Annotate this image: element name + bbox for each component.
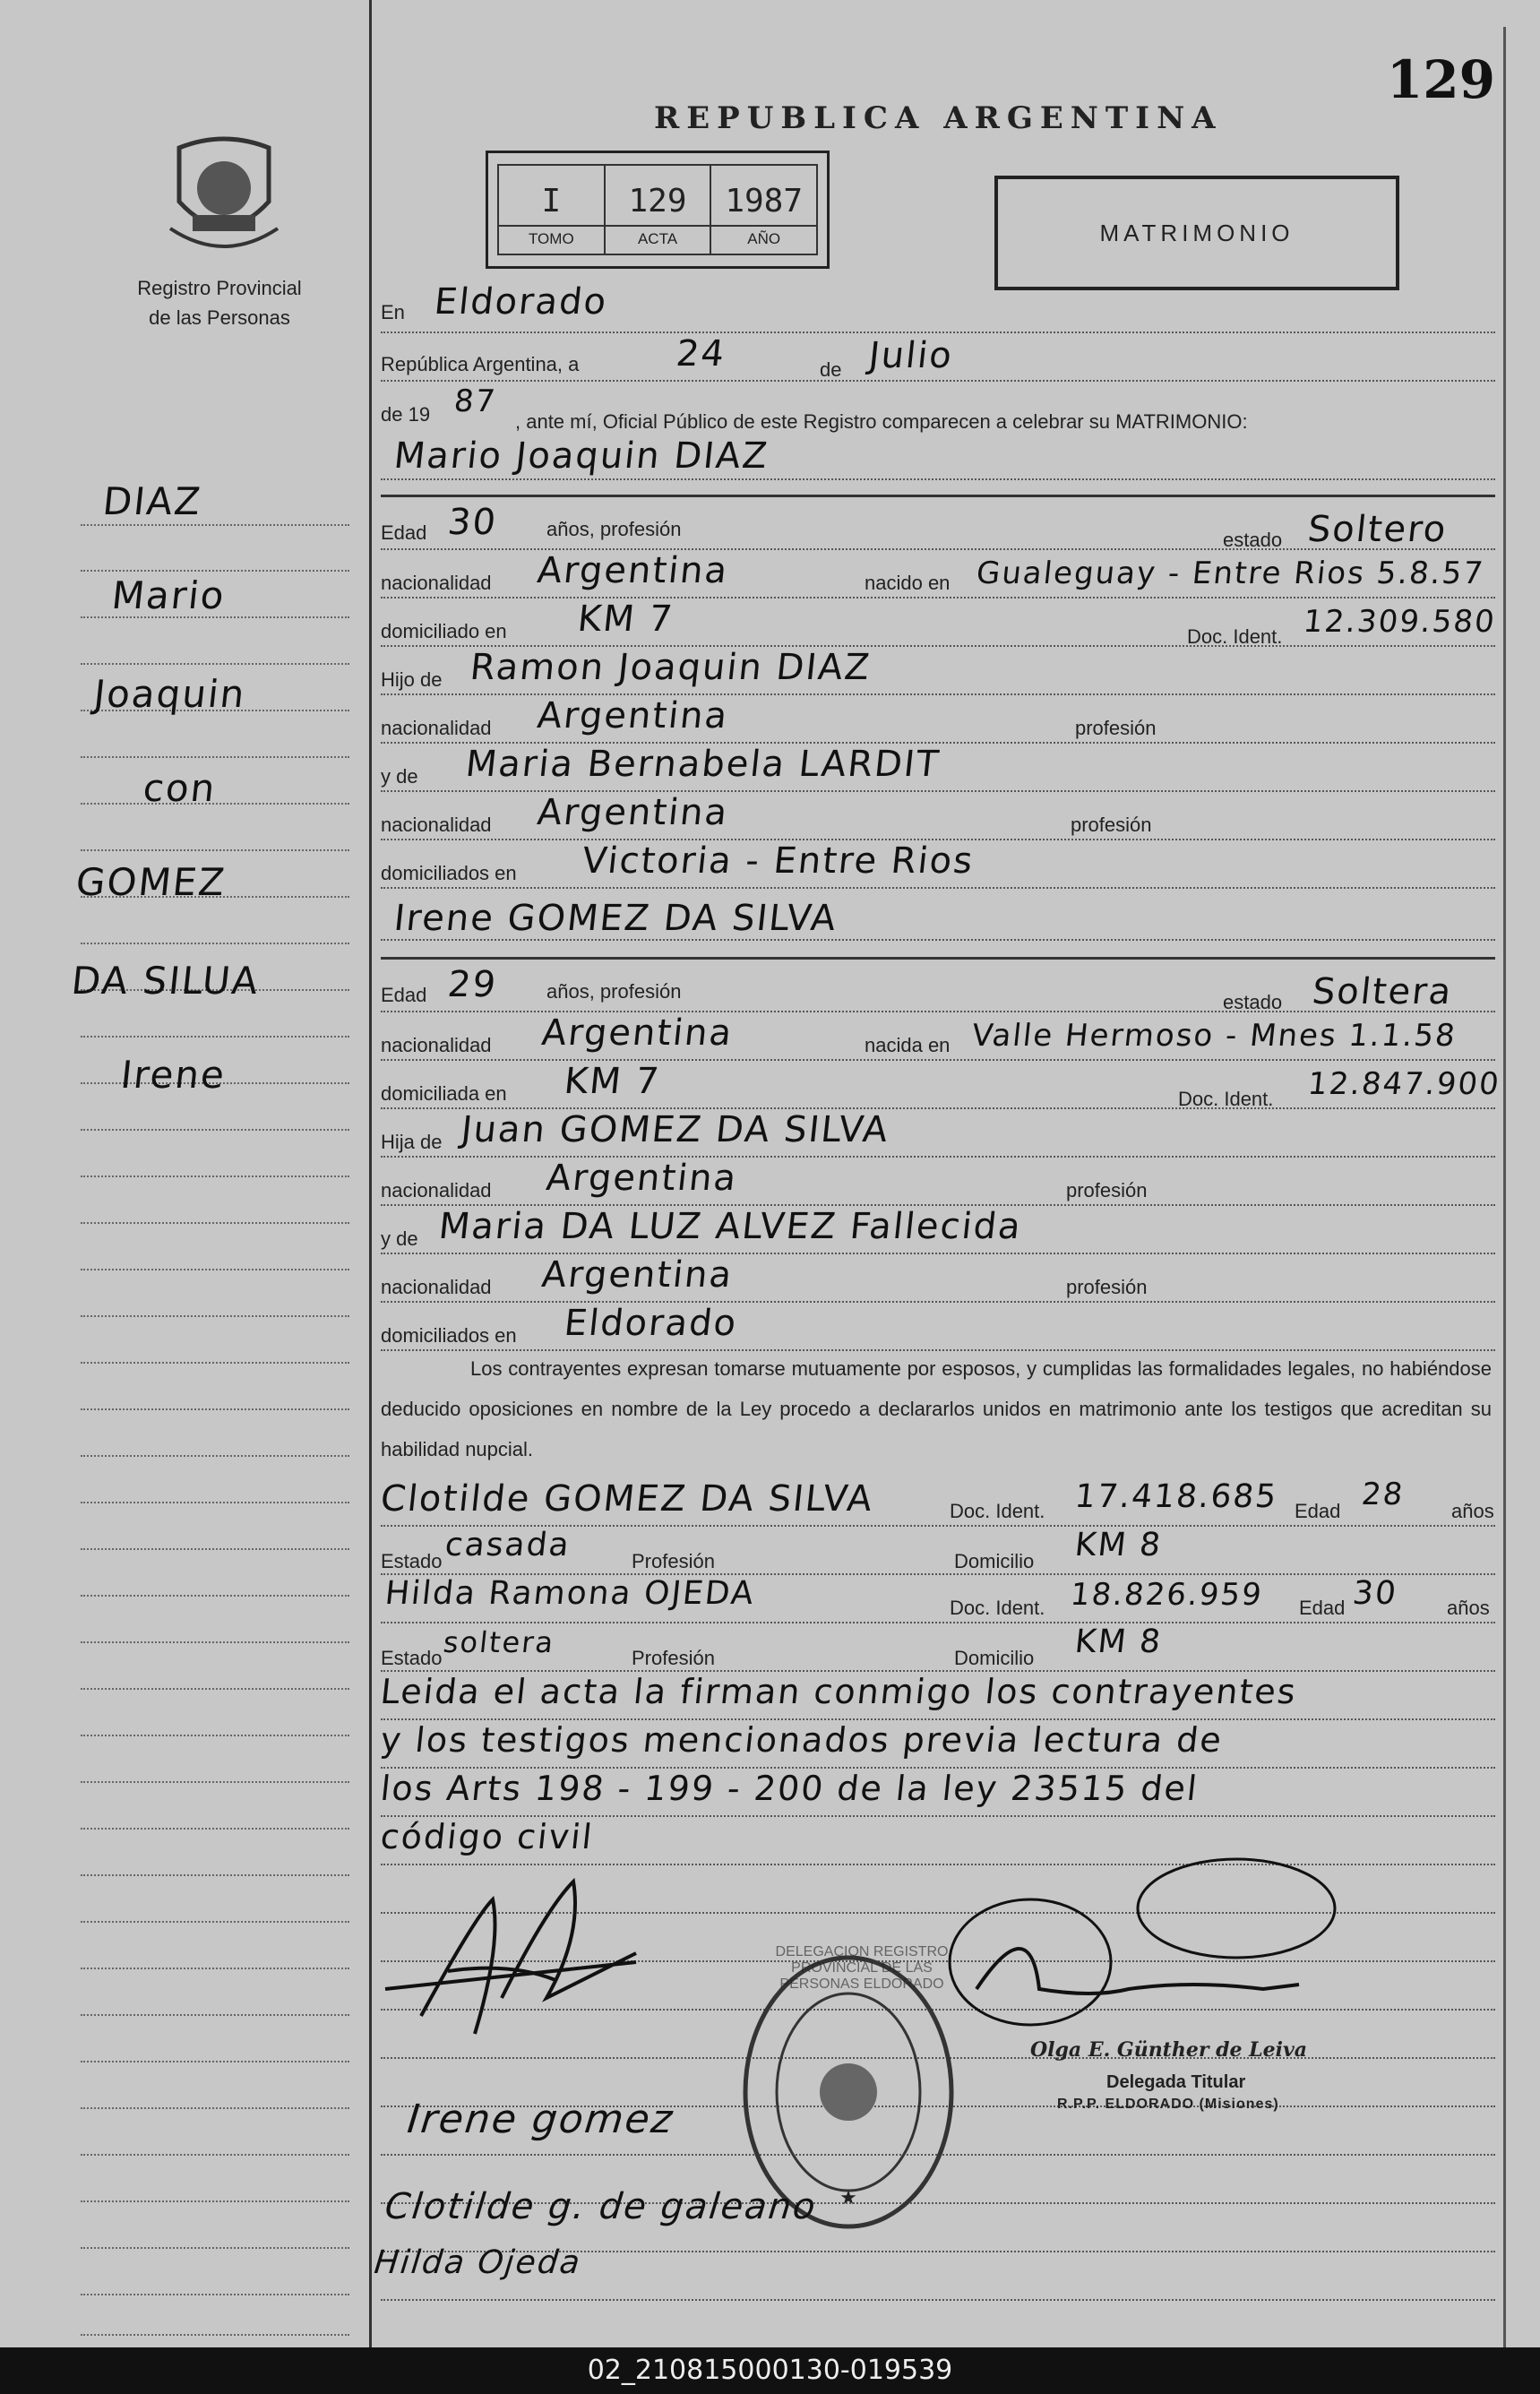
bride-estado: Soltera bbox=[1310, 971, 1455, 1012]
doc-label: Doc. Ident. bbox=[950, 1500, 1045, 1522]
witness-1-row bbox=[378, 1477, 1495, 1527]
bride-mother-nationality-row bbox=[381, 1254, 1495, 1303]
y-de-label: y de bbox=[381, 765, 418, 788]
estado-label: Estado bbox=[381, 1647, 443, 1669]
bride-signature: Irene gomez bbox=[405, 2097, 676, 2142]
bride-parents-domicile-row bbox=[381, 1303, 1495, 1351]
edad-label: Edad bbox=[381, 984, 427, 1006]
anos-profesion-label: años, profesión bbox=[546, 980, 682, 1003]
nacionalidad-label: nacionalidad bbox=[381, 1034, 492, 1056]
bride-doc: 12.847.900 bbox=[1305, 1066, 1502, 1102]
anos-label: años bbox=[1451, 1500, 1494, 1522]
witness-2-detail-row bbox=[381, 1623, 1495, 1672]
groom-father: Ramon Joaquin DIAZ bbox=[468, 647, 873, 688]
hijo-label: Hijo de bbox=[381, 668, 443, 691]
closing-line bbox=[378, 1672, 1495, 1720]
closing-line bbox=[378, 1769, 1495, 1817]
bride-parents-domicile: Eldorado bbox=[562, 1303, 740, 1344]
doc-label: Doc. Ident. bbox=[1178, 1088, 1274, 1110]
divider bbox=[381, 495, 1495, 497]
witness-1-age: 28 bbox=[1359, 1477, 1407, 1512]
groom-signature bbox=[367, 1864, 663, 2052]
estado-label: Estado bbox=[381, 1550, 443, 1572]
estado-label: estado bbox=[1223, 529, 1283, 551]
ano-label: AÑO bbox=[711, 225, 816, 248]
groom-name-row bbox=[381, 434, 1495, 480]
witness-2-row bbox=[381, 1575, 1495, 1623]
ano-value: 1987 bbox=[725, 183, 804, 220]
closing-line bbox=[378, 1720, 1495, 1769]
tomo-cell bbox=[499, 166, 606, 254]
witness-2-domicile: KM 8 bbox=[1072, 1623, 1165, 1660]
intro-place-row bbox=[381, 281, 1495, 333]
official-signature bbox=[923, 1855, 1353, 2034]
bride-nationality-row bbox=[381, 1012, 1495, 1061]
witness-2-estado: soltera bbox=[442, 1625, 557, 1659]
groom-father-nationality-row bbox=[381, 695, 1495, 744]
nacionalidad-label: nacionalidad bbox=[381, 1276, 492, 1298]
witness-1-name: Clotilde GOMEZ DA SILVA bbox=[378, 1478, 876, 1520]
nacionalidad-label: nacionalidad bbox=[381, 814, 492, 836]
witness-2-signature: Hilda Ojeda bbox=[372, 2244, 583, 2281]
bride-father-nationality: Argentina bbox=[544, 1158, 740, 1199]
registry-label bbox=[99, 273, 340, 332]
profesion-label: profesión bbox=[1075, 717, 1157, 739]
witness-1-estado: casada bbox=[443, 1527, 572, 1563]
nacido-label: nacido en bbox=[865, 572, 951, 594]
profesion-label: Profesión bbox=[632, 1550, 715, 1572]
closing-text: Leida el acta la firman conmigo los contrayentes bbox=[378, 1672, 1299, 1711]
groom-nationality: Argentina bbox=[535, 550, 731, 591]
margin-note: DIAZ bbox=[100, 479, 204, 523]
tomo-label: TOMO bbox=[499, 225, 604, 248]
divider bbox=[381, 957, 1495, 960]
y-de-label: y de bbox=[381, 1227, 418, 1250]
page-number: 129 bbox=[1386, 49, 1495, 110]
witness-1-doc: 17.418.685 bbox=[1072, 1478, 1280, 1515]
republica-label: República Argentina, a bbox=[381, 353, 580, 375]
official-office-stamp: R.P.P. ELDORADO (Misiones) bbox=[1057, 2097, 1279, 2112]
intro-year-row bbox=[381, 383, 1495, 433]
margin-note: GOMEZ bbox=[73, 860, 228, 904]
intro-date-row bbox=[381, 333, 1495, 382]
bride-father-row bbox=[381, 1109, 1495, 1158]
nacionalidad-label: nacionalidad bbox=[381, 717, 492, 739]
anos-label: años bbox=[1447, 1597, 1490, 1619]
profesion-label: profesión bbox=[1066, 1179, 1148, 1201]
month-value: Julio bbox=[866, 335, 956, 376]
bride-mother-nationality: Argentina bbox=[539, 1254, 736, 1296]
groom-domicile: KM 7 bbox=[575, 598, 676, 640]
nacionalidad-label: nacionalidad bbox=[381, 1179, 492, 1201]
groom-doc: 12.309.580 bbox=[1301, 604, 1498, 640]
bride-name-row bbox=[381, 894, 1495, 941]
groom-nationality-row bbox=[381, 550, 1495, 598]
bride-mother: Maria DA LUZ ALVEZ Fallecida bbox=[436, 1206, 1025, 1247]
seal-text: DELEGACION REGISTRO PROVINCIAL DE LAS PERSONAS ELDORADO bbox=[775, 1944, 949, 1992]
closing-text: y los testigos mencionados previa lectura de bbox=[378, 1720, 1226, 1760]
hija-label: Hija de bbox=[381, 1131, 443, 1153]
profesion-label: profesión bbox=[1071, 814, 1152, 836]
doc-label: Doc. Ident. bbox=[950, 1597, 1045, 1619]
groom-mother-nationality-row bbox=[381, 792, 1495, 840]
bride-birthplace: Valle Hermoso - Mnes 1.1.58 bbox=[969, 1018, 1458, 1054]
year-label: de 19 bbox=[381, 403, 431, 426]
bride-age: 29 bbox=[445, 964, 500, 1005]
margin-note: Irene bbox=[118, 1053, 228, 1097]
domiciliados-label: domiciliados en bbox=[381, 862, 517, 884]
margin-note: con bbox=[141, 766, 219, 810]
margin-note: DA SILUA bbox=[69, 959, 262, 1003]
groom-domicile-row bbox=[381, 598, 1498, 648]
witness-1-signature: Clotilde g. de galeano bbox=[383, 2186, 820, 2227]
groom-age: 30 bbox=[445, 502, 500, 543]
doc-label: Doc. Ident. bbox=[1187, 625, 1283, 648]
registry-label-line1: Registro Provincial bbox=[137, 277, 302, 299]
intro-tail: , ante mí, Oficial Público de este Registro comparecen a celebrar su MATRIMONIO: bbox=[515, 410, 1248, 433]
year-value: 87 bbox=[452, 383, 499, 419]
witness-2-name: Hilda Ramona OJEDA bbox=[383, 1575, 757, 1612]
country-header: REPUBLICA ARGENTINA bbox=[654, 100, 1223, 136]
day-value: 24 bbox=[674, 333, 728, 375]
closing-text: los Arts 198 - 199 - 200 de la ley 23515 del bbox=[378, 1769, 1200, 1808]
bride-father-nationality-row bbox=[381, 1158, 1495, 1206]
groom-mother-row bbox=[381, 744, 1495, 792]
bride-name: Irene GOMEZ DA SILVA bbox=[391, 898, 839, 939]
edad-label: Edad bbox=[1295, 1500, 1341, 1522]
groom-birthplace: Gualeguay - Entre Rios 5.8.57 bbox=[974, 555, 1487, 591]
tomo-value: I bbox=[541, 183, 562, 220]
bride-domicile-row bbox=[381, 1061, 1502, 1110]
anos-profesion-label: años, profesión bbox=[546, 518, 682, 540]
estado-label: estado bbox=[1223, 991, 1283, 1013]
domiciliado-label: domiciliado en bbox=[381, 620, 507, 642]
margin-note: Joaquin bbox=[91, 672, 248, 716]
act-type-box: MATRIMONIO bbox=[994, 176, 1399, 290]
groom-father-nationality: Argentina bbox=[535, 695, 731, 736]
edad-label: Edad bbox=[1299, 1597, 1346, 1619]
groom-name: Mario Joaquin DIAZ bbox=[391, 435, 771, 477]
tomo-acta-ano-box bbox=[486, 151, 830, 269]
groom-parents-domicile: Victoria - Entre Rios bbox=[580, 840, 976, 882]
edad-label: Edad bbox=[381, 521, 427, 544]
right-rule bbox=[1503, 27, 1506, 2347]
acta-cell bbox=[606, 166, 712, 254]
groom-mother-nationality: Argentina bbox=[535, 792, 731, 833]
domiciliados-label: domiciliados en bbox=[381, 1324, 517, 1347]
profesion-label: Profesión bbox=[632, 1647, 715, 1669]
groom-estado: Soltero bbox=[1305, 509, 1450, 550]
bride-age-row bbox=[381, 964, 1495, 1012]
domicilio-label: Domicilio bbox=[954, 1550, 1035, 1572]
official-title-stamp: Delegada Titular bbox=[1106, 2072, 1246, 2092]
witness-2-doc: 18.826.959 bbox=[1068, 1577, 1265, 1613]
witness-2-age: 30 bbox=[1350, 1575, 1399, 1612]
en-label: En bbox=[381, 301, 405, 323]
profesion-label: profesión bbox=[1066, 1276, 1148, 1298]
provincial-coat-of-arms-icon bbox=[166, 130, 282, 255]
registry-label-line2: de las Personas bbox=[149, 306, 290, 329]
groom-age-row bbox=[381, 502, 1495, 550]
margin-note: Mario bbox=[109, 573, 228, 617]
bride-father: Juan GOMEZ DA SILVA bbox=[459, 1109, 891, 1150]
image-id-footer: 02_210815000130-019539 bbox=[0, 2347, 1540, 2394]
declaration-text: Los contrayentes expresan tomarse mutuamente por esposos, y cumplidas las formalidades legales, no habiéndose deducido oposiciones en nombre de la Ley procedo a declararlos unidos en matrimonio ante los testigos que acreditan su habilidad nupcial. bbox=[381, 1357, 1492, 1460]
blank-line bbox=[381, 2301, 1495, 2349]
groom-father-row bbox=[381, 647, 1495, 695]
de-label: de bbox=[820, 358, 842, 381]
domiciliada-label: domiciliada en bbox=[381, 1082, 507, 1105]
groom-parents-domicile-row bbox=[381, 840, 1495, 889]
ano-cell bbox=[711, 166, 816, 254]
acta-value: 129 bbox=[628, 183, 687, 220]
bride-mother-row bbox=[381, 1206, 1495, 1254]
bride-nationality: Argentina bbox=[539, 1012, 736, 1054]
witness-1-domicile: KM 8 bbox=[1072, 1527, 1165, 1563]
nacida-label: nacida en bbox=[865, 1034, 951, 1056]
domicilio-label: Domicilio bbox=[954, 1647, 1035, 1669]
svg-text:★: ★ bbox=[839, 2187, 857, 2209]
groom-mother: Maria Bernabela LARDIT bbox=[463, 744, 942, 785]
place-value: Eldorado bbox=[432, 281, 610, 323]
closing-text: código civil bbox=[378, 1817, 596, 1856]
nacionalidad-label: nacionalidad bbox=[381, 572, 492, 594]
witness-1-detail-row bbox=[381, 1527, 1495, 1575]
official-name-stamp: Olga E. Günther de Leiva bbox=[1030, 2038, 1307, 2062]
bride-domicile: KM 7 bbox=[562, 1061, 663, 1102]
acta-label: ACTA bbox=[606, 225, 710, 248]
